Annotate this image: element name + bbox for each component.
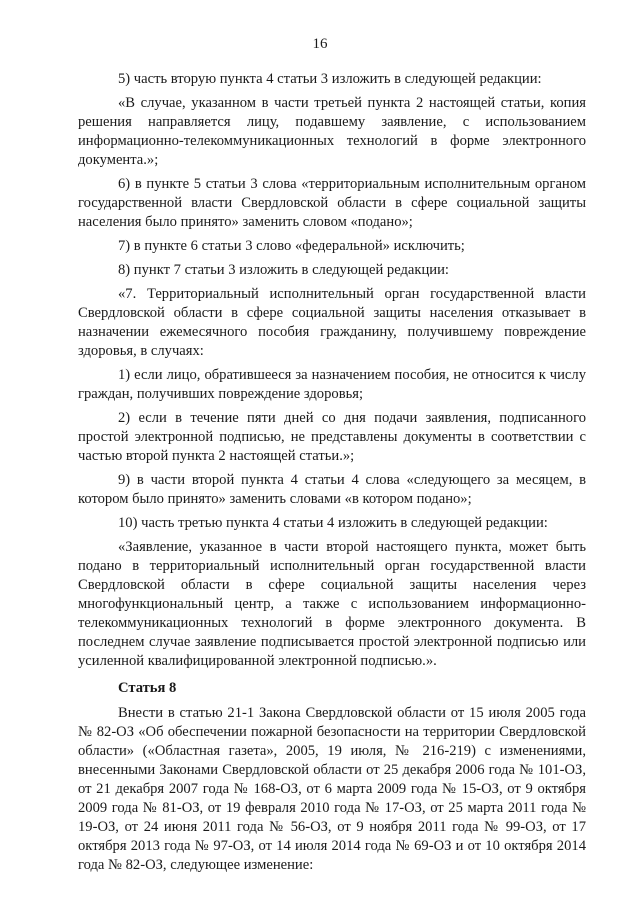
paragraph-quote-item-5: «В случае, указанном в части третьей пункта 2 настоящей статьи, копия решения направляется лицу, подавшему заявление, с использованием информационно-телекоммуникационных технологий в форме электронного документа.»;: [78, 95, 586, 168]
paragraph-quote-item-8: «7. Территориальный исполнительный орган государственной власти Свердловской области в сфере социальной защиты населения отказывает в назначении ежемесячного пособия гражданину, получившему повреждение здоровья, в случаях:: [78, 286, 586, 359]
paragraph-item-9: 9) в части второй пункта 4 статьи 4 слова «следующего за месяцем, в котором было принято» заменить словами «в котором подано»;: [78, 472, 586, 507]
paragraph-quote-item-10: «Заявление, указанное в части второй настоящего пункта, может быть подано в территориальный исполнительный орган государственной власти Свердловской области в сфере социальной защиты населения через многофункциональный центр, а также с использованием информационно-телекоммуникационных технологий в форме электронного документа. В последнем случае заявление подписывается простой электронной подписью или усиленной квалифицированной электронной подписью.».: [78, 539, 586, 669]
article-heading: Статья 8: [118, 680, 177, 696]
paragraph-subitem-1: 1) если лицо, обратившееся за назначением пособия, не относится к числу граждан, получивших повреждение здоровья;: [78, 367, 586, 402]
paragraph-article-8-text: Внести в статью 21-1 Закона Свердловской области от 15 июля 2005 года № 82-ОЗ «Об обеспечении пожарной безопасности на территории Свердловской области» («Областная газета», 2005, 19 июля, № 216-219) с изменениями, внесенными Законами Свердловской области от 25 декабря 2006 года № 101-ОЗ, от 21 декабря 2007 года № 168-ОЗ, от 6 марта 2009 года № 15-ОЗ, от 9 октября 2009 года № 81-ОЗ, от 19 февраля 2010 года № 17-ОЗ, от 25 марта 2011 года № 19-ОЗ, от 24 июня 2011 года № 56-ОЗ, от 9 ноября 2011 года № 99-ОЗ, от 17 октября 2013 года № 97-ОЗ, от 14 июля 2014 года № 69-ОЗ и от 10 октября 2014 года № 82-ОЗ, следующее изменение:: [78, 705, 586, 873]
page-number: 16: [312, 36, 328, 52]
paragraph-subitem-2: 2) если в течение пяти дней со дня подачи заявления, подписанного простой электронной подписью, не представлены документы в соответствии с частью второй пункта 2 настоящей статьи.»;: [78, 410, 586, 464]
paragraph-item-5: 5) часть вторую пункта 4 статьи 3 изложить в следующей редакции:: [118, 71, 542, 87]
paragraph-item-7: 7) в пункте 6 статьи 3 слово «федеральной» исключить;: [118, 238, 465, 254]
paragraph-item-10: 10) часть третью пункта 4 статьи 4 изложить в следующей редакции:: [118, 515, 548, 531]
paragraph-item-6: 6) в пункте 5 статьи 3 слова «территориальным исполнительным органом государственной власти Свердловской области в сфере социальной защиты населения было принято» заменить словом «подано»;: [78, 176, 586, 230]
document-body: [78, 70, 586, 880]
paragraph-item-8: 8) пункт 7 статьи 3 изложить в следующей редакции:: [118, 262, 449, 278]
